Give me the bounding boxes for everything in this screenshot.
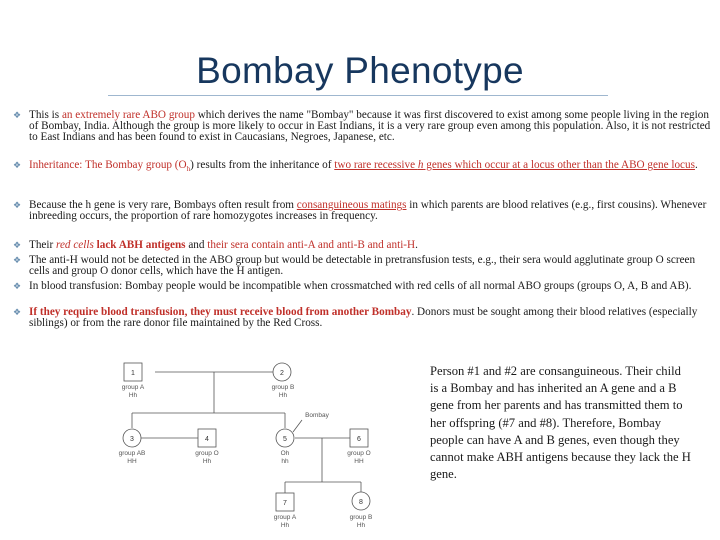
bullet-icon: ❖ [13,110,22,120]
individual-4-info [177,450,237,465]
group-label: group A [273,514,297,521]
individual-7-info [255,514,315,529]
bullet-icon: ❖ [13,200,22,210]
highlight-red-cells: red cells [56,239,94,251]
label-num-3: 3 [130,436,134,443]
genotype-label: Hh [202,457,212,465]
individual-6-info [329,450,389,465]
text: . Donors must be sought among their blood relatives (especially siblings) or from the rare donor file maintained by the Red Cross. [29,306,698,329]
highlight-lack-antigens: lack ABH antigens [93,239,186,251]
text: . [694,159,698,171]
label-num-7: 7 [283,500,287,507]
page-title: Bombay Phenotype [196,50,524,91]
bullet-icon: ❖ [13,160,22,170]
group-label: group B [349,514,373,521]
label-num-8: 8 [359,499,363,506]
label-num-5: 5 [283,436,287,443]
inheritance-label: Inheritance: The Bombay group (O [29,159,187,171]
label-num-4: 4 [205,436,209,443]
text: Their [29,239,57,251]
highlight-recessive-genes: two rare recessive [334,159,418,171]
text: In blood transfusion: Bombay people would be incompatible when crossmatched with red cells of all normal ABO groups (groups O, A, B and AB). [29,280,692,292]
genotype-label: Hh [280,521,290,529]
bullet-icon: ❖ [13,281,22,291]
genotype-label: Hh [128,391,138,399]
genotype-label: Hh [356,521,366,529]
text: ) results from the inheritance of [190,159,335,171]
label-num-1: 1 [131,370,135,377]
individual-3-info [102,450,162,465]
group-label: group B [271,384,295,391]
individual-5-info [265,450,305,465]
label-num-6: 6 [357,436,361,443]
highlight-consanguineous: consanguineous matings [296,199,407,211]
highlight-rare-group: an extremely rare ABO group [61,109,195,121]
bullet-icon: ❖ [13,255,22,265]
group-label: group AB [118,450,146,457]
bullet-icon: ❖ [13,307,22,317]
text: and [185,239,208,251]
text: This is [29,109,62,121]
individual-8-info [331,514,391,529]
highlight-locus: genes which occur at a locus other than the ABO gene locus [423,159,695,171]
bombay-label: Bombay [305,412,329,419]
text: Because the h gene is very rare, Bombays often result from [29,199,297,211]
group-label: Oh [280,450,290,457]
text: The anti-H would not be detected in the ABO group but would be detectable in pretransfusion tests, e.g., their sera would agglutinate group O screen cells and group O donor cells, which have the H antigen. [29,254,696,277]
pedigree-explanation: Person #1 and #2 are consanguineous. Their child is a Bombay and has inherited an A gene and a B gene from her parents and has transmitted them to her offspring (#7 and #8). Therefore, Bombay people can have A and B genes, even though they cannot make ABH antigens because they lack the H gene. [430,364,691,482]
text: in which parents are blood relatives (e.g., first cousins). Whenever inbreeding occurs, the proportion of rare homozygotes increases in frequency. [29,199,707,222]
group-label: group O [347,450,371,457]
genotype-label: HH [354,457,364,465]
individual-1-info [103,384,163,399]
text: which derives the name "Bombay" because it was first discovered to exist among some people living in the region of Bombay, India. Although the group is more likely to occur in East Indians, it is a very rare group even among this population. Also, it is not restricted to East Indians and has been found to exist in Caucasians, Negroes, Japanese, etc. [29,109,711,143]
group-label: group O [195,450,219,457]
individual-2-info [253,384,313,399]
subscript-h: h [186,165,191,174]
label-num-2: 2 [280,370,284,377]
group-label: group A [121,384,145,391]
text: . [415,239,418,251]
bullet-icon: ❖ [13,240,22,250]
bombay-pointer [293,420,302,432]
highlight-must-receive: If they require blood transfusion, they must receive blood from another Bombay [29,306,412,318]
genotype-label: HH [127,457,137,465]
h-gene-italic: h [417,159,424,171]
genotype-label: Hh [278,391,288,399]
highlight-sera: their sera contain anti-A and anti-B and anti-H [207,239,416,251]
genotype-label: hh [281,457,289,465]
